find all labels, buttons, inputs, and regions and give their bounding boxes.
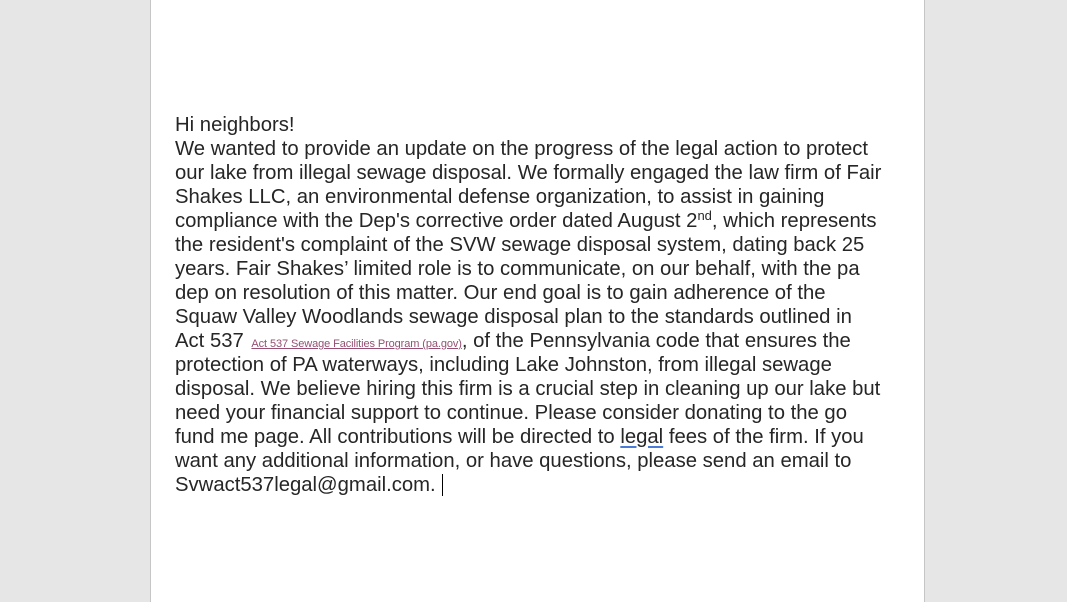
text-line[interactable]: protection of PA waterways, including Lake Johnston, from illegal sewage: [175, 354, 832, 376]
text-line[interactable]: disposal. We believe hiring this firm is a crucial step in cleaning up our lake but: [175, 378, 881, 400]
text-line[interactable]: the resident's complaint of the SVW sewage disposal system, dating back 25: [175, 234, 865, 256]
text-line[interactable]: our lake from illegal sewage disposal. We formally engaged the law firm of Fair: [175, 162, 882, 184]
document-page[interactable]: [150, 0, 925, 602]
document-body[interactable]: [175, 113, 915, 497]
text-segment: , which represents: [711, 210, 877, 232]
text-line[interactable]: need your financial support to continue. Please consider donating to the go: [175, 402, 847, 424]
text-segment: compliance with the Dep's corrective order dated August 2: [175, 210, 698, 232]
text-cursor: [442, 474, 443, 496]
text-line[interactable]: years. Fair Shakes’ limited role is to communicate, on our behalf, with the pa: [175, 258, 860, 280]
text-line[interactable]: [175, 473, 915, 497]
text-segment: Act 537: [175, 330, 250, 352]
greeting-line[interactable]: Hi neighbors!: [175, 114, 295, 136]
email-text: Svwact537legal@gmail.com.: [175, 474, 436, 496]
text-segment: fund me page. All contributions will be directed to: [175, 426, 621, 448]
text-segment: fees of the firm. If you: [663, 426, 864, 448]
grammar-flagged-word[interactable]: legal: [620, 426, 664, 448]
text-line[interactable]: [175, 209, 915, 233]
date-superscript: nd: [697, 208, 712, 223]
text-line[interactable]: Shakes LLC, an environmental defense organization, to assist in gaining: [175, 186, 825, 208]
text-line[interactable]: Squaw Valley Woodlands sewage disposal plan to the standards outlined in: [175, 306, 852, 328]
text-line[interactable]: [175, 329, 915, 353]
text-line[interactable]: dep on resolution of this matter. Our end goal is to gain adherence of the: [175, 282, 826, 304]
act-537-link[interactable]: Act 537 Sewage Facilities Program (pa.gov): [251, 338, 462, 350]
text-line[interactable]: want any additional information, or have questions, please send an email to: [175, 450, 852, 472]
text-line[interactable]: [175, 425, 915, 449]
text-line[interactable]: We wanted to provide an update on the progress of the legal action to protect: [175, 138, 869, 160]
text-segment: , of the Pennsylvania code that ensures the: [461, 330, 851, 352]
